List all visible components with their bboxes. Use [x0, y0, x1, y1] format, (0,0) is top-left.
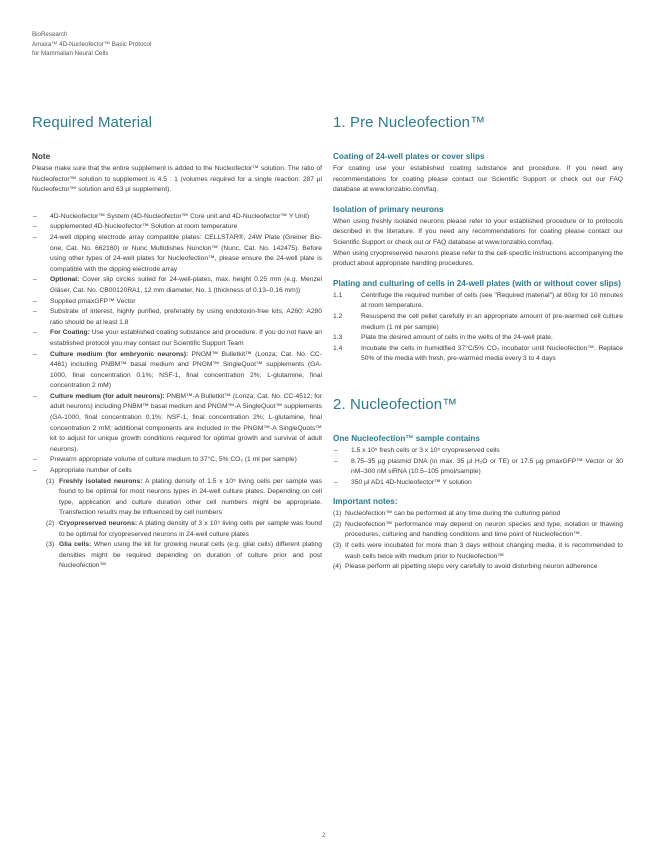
- cell-item-text: A plating density of 1.5 x 10⁵ living cells per sample was found to be optimal for most neurons types in 24-well culture plates. Depending on cell type, application and culture duration other cell numbers might be appropriate. Transfection results may be influenced by cell numbers: [59, 477, 322, 517]
- material-item-text: Substrate of interest, highly purified, preferably by using endotoxin-free kits; A260: A280 ratio should be at least 1.8: [50, 308, 322, 326]
- pre-nucleofection-title: 1. Pre Nucleofection™: [333, 114, 486, 131]
- note-number: (3): [333, 542, 342, 550]
- cell-item-text: A plating density of 3 x 10⁵ living cells per sample was found to be optimal for cryopreserved neurons in 24-well culture plates: [59, 520, 322, 538]
- material-item-text: supplemented 4D-Nucleofector™ Solution at room temperature: [50, 223, 238, 231]
- header-line-2: Amaxa™ 4D-Nucleofector™ Basic Protocol: [32, 40, 152, 48]
- cell-item-text: When using the kit for growing neural cells (e.g. glial cells) different plating densities might be required depending on duration of culture prior and post Nucleofection™: [59, 541, 322, 570]
- plating-heading: Plating and culturing of cells in 24-well plates (with or without cover slips): [333, 278, 621, 288]
- material-item-text: 24-well dipping electrode array compatible plates: CELLSTAR®, 24W Plate (Greiner Bio-one, Cat. No. 662160) or Nunc Multidishes Nunclon™ (Nunc, Cat. No. 142475). Before using other types of 24-well plates for Nucleofection™, please ensure the 24-well plate is compatible with the dipping electrode array: [50, 233, 322, 273]
- sample-heading: One Nucleofection™ sample contains: [333, 433, 480, 443]
- material-item-text: 4D-Nucleofector™ System (4D-Nucleofector™ Core unit and 4D-Nucleofector™ Y Unit): [50, 212, 310, 220]
- note-item: [333, 541, 623, 562]
- sample-item: – 8.75–35 µg plasmid DNA (in max. 35 µl H₂O or TE) or 17.5 µg pmaxGFP™ Vector or 30 nM–300 nM siRNA (10.5–105 pmol/sample): [333, 457, 623, 478]
- isolation-text-2: When using cryopreserved neurons please refer to the cell-specific instructions accompanying the product about appropriate handling procedures.: [333, 249, 623, 268]
- document-header: [32, 30, 151, 59]
- sample-section: [333, 433, 623, 488]
- step-number: 1.3: [333, 334, 343, 342]
- note-text: If cells were incubated for more than 3 days without changing media, it is recommended to wash cells twice with medium prior to Nucleofection™: [345, 542, 623, 560]
- notes-heading: Important notes:: [333, 497, 398, 507]
- note-heading: Note: [32, 152, 51, 161]
- material-item: [32, 328, 322, 349]
- cell-number-list: [46, 477, 322, 572]
- material-item-text: PNBM™-A Bulletkit™ (Lonza; Cat. No. CC-4512; for adult neurons) including PNBM™ basal medium and PNGM™-A SingleQuot™ supplements (GA-1000, final concentration 0.1%; NSF-1, final concentration 2%; L-glutamine, final concentration 2 mM; additional components are included in the PNGM™-A SingleQuots™ kit to adjust for unique growth conditions required for optimal growth and survival of adult neurons).: [50, 392, 322, 453]
- cell-item-bold: Glia cells:: [59, 541, 92, 549]
- note-text: Please perform all pipetting steps very carefully to avoid disturbing neuron adherence: [345, 563, 598, 571]
- step-text: Incubate the cells in humidified 37°C/5% CO₂ incubator until Nucleofection™. Replace 50% of the media with fresh, pre-warmed media every 3 to 4 days: [361, 344, 623, 363]
- note-number: (4): [333, 563, 342, 571]
- note-text: Nucleofection™ can be performed at any time during the culturing period: [345, 510, 561, 518]
- cell-item: [46, 477, 322, 519]
- material-item-bold: For Coating:: [50, 329, 90, 337]
- step-text: Plate the desired amount of cells in the wells of the 24-well plate.: [361, 334, 553, 342]
- cell-item-number: (3): [46, 541, 55, 549]
- sample-item: – 1.5 x 10⁵ fresh cells or 3 x 10⁵ cryopreserved cells: [333, 446, 623, 457]
- plating-steps: [333, 291, 623, 365]
- material-item: [32, 392, 322, 456]
- cell-item-number: (2): [46, 520, 55, 527]
- plating-step: [333, 333, 623, 344]
- material-item: [32, 350, 322, 392]
- notes-section: [333, 496, 623, 573]
- plating-step: [333, 291, 623, 312]
- note-item: [333, 520, 623, 541]
- step-number: 1.4: [333, 344, 343, 352]
- note-number: (2): [333, 520, 342, 528]
- isolation-text-1: When using freshly isolated neurons please refer to your established procedure or to protocols described in the literature. If you need any recommendations for coating please contact our Scientific Support or check out or FAQ database at www.lonzabio.com/faq.: [333, 217, 623, 246]
- sample-item: – 350 µl AD1 4D-Nucleofector™ Y solution: [333, 478, 623, 489]
- step-text: Resuspend the cell pellet carefully in an appropriate amount of pre-warmed cell culture medium (1 ml per sample): [361, 312, 623, 331]
- material-item: [32, 455, 322, 466]
- step-number: 1.2: [333, 312, 343, 320]
- material-item: [32, 275, 322, 296]
- material-item-text: PNGM™ Bulletkit™ (Lonza; Cat. No. CC-4461) including PNBM™ basal medium and PNGM™ SingleQuot™ supplements (GA-1000, final concentration 0.1%; NSF-1, final concentration 2%; L-glutamine, final concentration 2 mM): [50, 350, 322, 390]
- material-item: [32, 222, 322, 233]
- note-item: [333, 509, 623, 520]
- note-section: [32, 151, 322, 196]
- note-number: (1): [333, 510, 342, 518]
- cell-item-bold: Cryopreserved neurons:: [59, 520, 138, 527]
- material-item-bold: Culture medium (for adult neurons):: [50, 392, 165, 400]
- notes-list: [333, 509, 623, 573]
- plating-step: [333, 312, 623, 333]
- coating-text: For coating use your established coating substance and procedure. If you need any recommendations for coating please contact our Scientific Support or check out our FAQ database at www.lonzabio.com/faq.: [333, 165, 623, 194]
- coating-heading: Coating of 24-well plates or cover slips: [333, 152, 485, 161]
- sample-list: [333, 446, 623, 488]
- material-item-text: Prewarm appropriate volume of culture medium to 37°C, 5% CO₂ (1 ml per sample): [50, 456, 297, 464]
- material-item: [32, 307, 322, 328]
- isolation-heading: Isolation of primary neurons: [333, 204, 444, 214]
- header-line-1: BioResearch: [32, 31, 68, 38]
- material-item-text: Supplied pmaxGFP™ Vector: [50, 297, 136, 305]
- cell-item: [46, 519, 322, 540]
- note-item: [333, 562, 623, 573]
- note-text: Please make sure that the entire supplement is added to the Nucleofector™ solution. The ratio of Nucleofector™ solution to supplement is 4.5 : 1 (volumes required for a single reaction: 287 µl Nucleofector™ solution and 63 µl supplement).: [32, 165, 322, 194]
- cell-item: [46, 540, 322, 572]
- note-text: Nucleofection™ performance may depend on neuron species and type, isolation or thawing procedures, culturing and handling conditions and time point of Nucleofection™.: [345, 520, 623, 539]
- cell-item-bold: Freshly isolated neurons:: [59, 477, 143, 485]
- left-column: [32, 113, 322, 572]
- material-item-bold: Culture medium (for embryonic neurons):: [50, 350, 189, 358]
- material-item: [32, 466, 322, 477]
- material-item: [32, 297, 322, 308]
- material-list: [32, 212, 322, 477]
- required-material-title: Required Material: [32, 114, 153, 131]
- right-column: [333, 113, 623, 581]
- material-item-text: Cover slip circles suited for 24-well-plates, max. height 0.25 mm (e.g. Menzel Gläser, Cat. No. CB00120RA1, 12 mm diameter, No. 1 (thickness of 0.13–0.16 mm)): [50, 276, 322, 294]
- step-text: Centrifuge the required number of cells (see "Required material") at 80xg for 10 minutes at room temperature.: [361, 291, 623, 310]
- nucleofection-title: 2. Nucleofection™: [333, 395, 458, 413]
- plating-step: [333, 344, 623, 365]
- material-item-text: Use your established coating substance and procedure. If you do not have an established protocol you may contact our Scientific Support Team: [50, 329, 322, 347]
- step-number: 1.1: [333, 291, 343, 299]
- material-item-bold: Optional:: [50, 276, 80, 284]
- page-number: 2: [322, 832, 326, 839]
- cell-item-number: (1): [46, 477, 55, 485]
- material-item-text: Appropriate number of cells: [50, 467, 132, 475]
- plating-section: [333, 278, 623, 365]
- isolation-section: [333, 204, 623, 270]
- header-line-3: for Mammalian Neural Cells: [32, 50, 109, 57]
- coating-section: [333, 151, 623, 196]
- material-item: [32, 233, 322, 275]
- material-item: [32, 212, 322, 223]
